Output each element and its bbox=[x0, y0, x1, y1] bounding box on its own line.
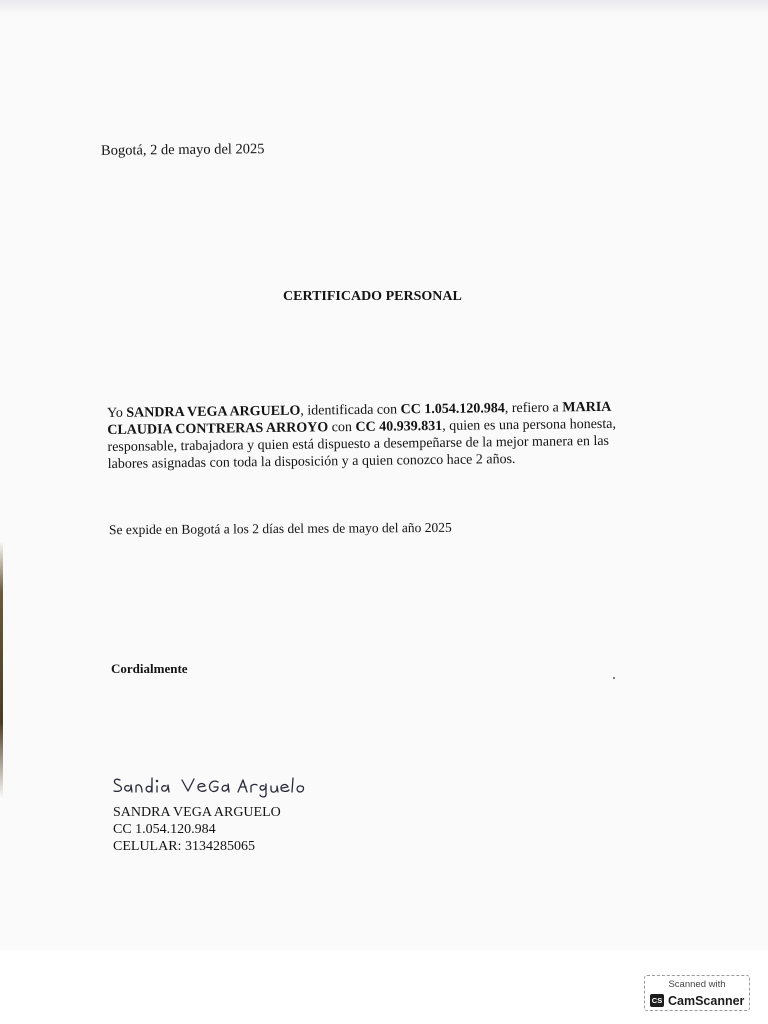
body-paragraph bbox=[107, 398, 648, 473]
scan-speck bbox=[613, 677, 615, 679]
camscanner-brand bbox=[650, 993, 744, 1008]
signer-phone: CELULAR: 3134285065 bbox=[113, 839, 255, 854]
camscanner-name: CamScanner bbox=[668, 993, 745, 1008]
body-text-4: con bbox=[328, 419, 356, 436]
handwritten-signature bbox=[110, 768, 310, 800]
body-text-2: , identificada con bbox=[300, 402, 401, 419]
signer-block bbox=[113, 804, 281, 855]
closing-salutation: Cordialmente bbox=[111, 661, 188, 676]
page-left-edge bbox=[0, 540, 3, 800]
issue-line: Se expide en Bogotá a los 2 días del mes de mayo del año 2025 bbox=[108, 519, 452, 538]
signer-name-inline: SANDRA VEGA ARGUELO bbox=[126, 403, 301, 421]
referee-id: CC 40.939.831 bbox=[355, 418, 443, 435]
referee-name: MARIA CLAUDIA CONTRERAS ARROYO bbox=[107, 399, 611, 438]
body-text-3: , refiero a bbox=[504, 400, 563, 417]
camscanner-watermark bbox=[644, 975, 750, 1011]
signer-id: CC 1.054.120.984 bbox=[113, 822, 216, 837]
signer-id-inline: CC 1.054.120.984 bbox=[400, 401, 505, 418]
page-top-edge bbox=[0, 0, 768, 14]
document-title: CERTIFICADO PERSONAL bbox=[283, 289, 462, 304]
scanned-with-label: Scanned with bbox=[668, 979, 726, 990]
place-date: Bogotá, 2 de mayo del 2025 bbox=[100, 141, 265, 159]
signer-name: SANDRA VEGA ARGUELO bbox=[113, 805, 281, 820]
body-text-5: , quien es una persona honesta, responsable, trabajadora y quien está dispuesto a desempeñarse de la mejor manera en las labores asignadas con toda la disposición y a quien conozco hace 2 años. bbox=[107, 416, 617, 472]
camscanner-logo-icon: CS bbox=[651, 996, 663, 1005]
body-text-1: Yo bbox=[107, 405, 127, 421]
